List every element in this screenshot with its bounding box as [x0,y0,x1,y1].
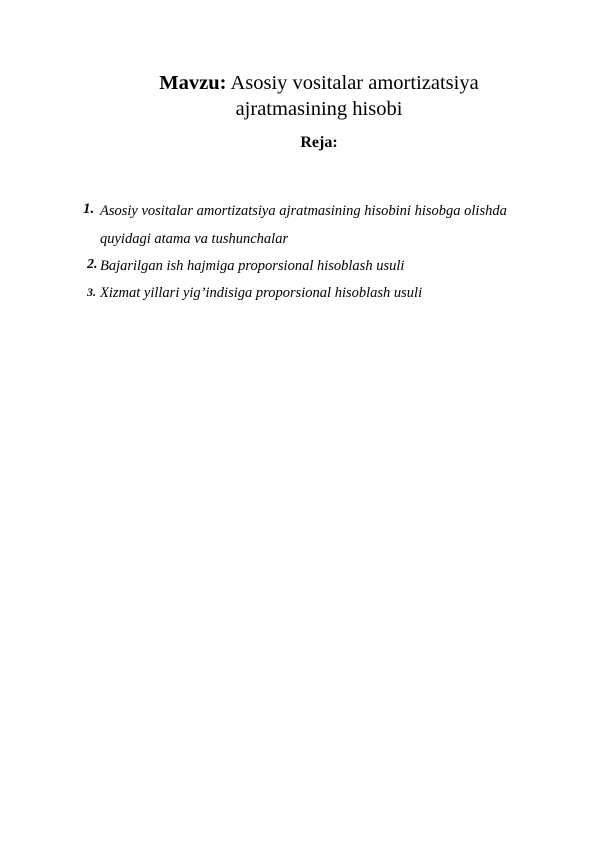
document-title [0,70,596,122]
plan-item-number: 2. [87,257,98,272]
plan-item-text: Bajarilgan ish hajmiga proporsional hisoblash usuli [100,258,405,274]
title-text-line1: Asosiy vositalar amortizatsiya [230,72,479,94]
plan-item-number: 1. [83,201,95,217]
plan-item-text: Xizmat yillari yig’indisiga proporsional hisoblash usuli [100,285,423,301]
plan-item-number: 3. [87,285,96,299]
plan-heading: Reja: [300,134,338,151]
plan-item-text: Asosiy vositalar amortizatsiya ajratmasining hisobini hisobga olishda [100,203,507,219]
title-text-line2: ajratmasining hisobi [235,98,403,120]
plan-item-text-continued: quyidagi atama va tushunchalar [100,231,289,247]
title-label: Mavzu: [159,72,227,94]
